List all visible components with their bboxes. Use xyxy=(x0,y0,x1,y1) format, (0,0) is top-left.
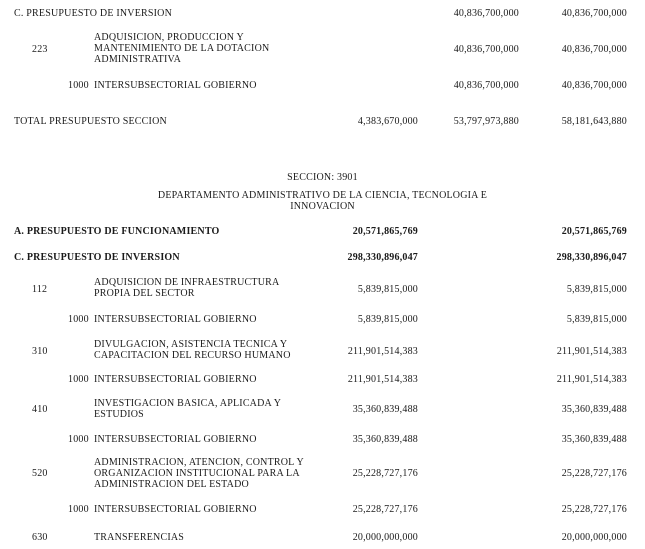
item-desc-line: MANTENIMIENTO DE LA DOTACION xyxy=(94,43,270,54)
sub-col4: 5,839,815,000 xyxy=(566,314,627,325)
sub-col4: 25,228,727,176 xyxy=(561,504,627,515)
item-col4: 20,000,000,000 xyxy=(561,532,627,543)
item-desc-line: DIVULGACION, ASISTENCIA TECNICA Y xyxy=(94,339,288,350)
item-col2: 5,839,815,000 xyxy=(357,284,418,295)
item-col2: 25,228,727,176 xyxy=(352,468,418,479)
item-col2: 211,901,514,383 xyxy=(347,346,418,357)
sub-col4: 35,360,839,488 xyxy=(561,434,627,445)
sub-col3: 40,836,700,000 xyxy=(453,80,519,91)
sub-col2: 211,901,514,383 xyxy=(347,374,418,385)
sub-code: 1000 xyxy=(68,504,89,515)
inv-label: C. PRESUPUESTO DE INVERSION xyxy=(14,252,180,263)
total-label: TOTAL PRESUPUESTO SECCION xyxy=(14,116,167,127)
inv-col2: 298,330,896,047 xyxy=(347,252,418,263)
sub-col2: 25,228,727,176 xyxy=(352,504,418,515)
sub-desc: INTERSUBSECTORIAL GOBIERNO xyxy=(94,504,257,515)
section-c-col3: 40,836,700,000 xyxy=(453,8,519,19)
sub-col2: 5,839,815,000 xyxy=(357,314,418,325)
item-col4: 211,901,514,383 xyxy=(556,346,627,357)
item-col4: 5,839,815,000 xyxy=(566,284,627,295)
item-desc-line: ADQUISICION DE INFRAESTRUCTURA xyxy=(94,277,280,288)
item-code: 223 xyxy=(32,44,48,55)
item-code: 112 xyxy=(32,284,48,295)
sub-col2: 35,360,839,488 xyxy=(352,434,418,445)
item-col2: 20,000,000,000 xyxy=(352,532,418,543)
item-col3: 40,836,700,000 xyxy=(453,44,519,55)
item-col4: 40,836,700,000 xyxy=(561,44,627,55)
item-desc-line: ADQUISICION, PRODUCCION Y xyxy=(94,32,244,43)
item-desc-line: TRANSFERENCIAS xyxy=(94,532,185,543)
sub-code: 1000 xyxy=(68,374,89,385)
item-col2: 35,360,839,488 xyxy=(352,404,418,415)
func-col4: 20,571,865,769 xyxy=(561,226,627,237)
item-desc-line: ESTUDIOS xyxy=(94,409,144,420)
sub-desc: INTERSUBSECTORIAL GOBIERNO xyxy=(94,434,257,445)
section-title-line: INNOVACION xyxy=(290,201,355,212)
section-c-label: C. PRESUPUESTO DE INVERSION xyxy=(14,8,173,19)
item-desc-line: ADMINISTRACION DEL ESTADO xyxy=(94,479,249,490)
total-col3: 53,797,973,880 xyxy=(453,116,519,127)
item-code: 410 xyxy=(32,404,48,415)
section-header: SECCION: 3901 xyxy=(287,172,358,183)
sub-desc: INTERSUBSECTORIAL GOBIERNO xyxy=(94,374,257,385)
func-col2: 20,571,865,769 xyxy=(352,226,418,237)
item-code: 310 xyxy=(32,346,48,357)
sub-col4: 211,901,514,383 xyxy=(556,374,627,385)
item-col4: 35,360,839,488 xyxy=(561,404,627,415)
sub-desc: INTERSUBSECTORIAL GOBIERNO xyxy=(94,80,257,91)
item-code: 520 xyxy=(32,468,48,479)
total-col2: 4,383,670,000 xyxy=(357,116,418,127)
item-col4: 25,228,727,176 xyxy=(561,468,627,479)
item-desc-line: CAPACITACION DEL RECURSO HUMANO xyxy=(94,350,291,361)
item-code: 630 xyxy=(32,532,48,543)
item-desc-line: ORGANIZACION INSTITUCIONAL PARA LA xyxy=(94,468,300,479)
item-desc-line: ADMINISTRATIVA xyxy=(94,54,182,65)
func-label: A. PRESUPUESTO DE FUNCIONAMIENTO xyxy=(14,226,220,237)
sub-desc: INTERSUBSECTORIAL GOBIERNO xyxy=(94,314,257,325)
item-desc-line: PROPIA DEL SECTOR xyxy=(94,288,195,299)
item-desc-line: INVESTIGACION BASICA, APLICADA Y xyxy=(94,398,282,409)
sub-code: 1000 xyxy=(68,434,89,445)
item-desc-line: ADMINISTRACION, ATENCION, CONTROL Y xyxy=(94,457,304,468)
sub-code: 1000 xyxy=(68,314,89,325)
sub-col4: 40,836,700,000 xyxy=(561,80,627,91)
section-title-line: DEPARTAMENTO ADMINISTRATIVO DE LA CIENCIA, TECNOLOGIA E xyxy=(157,190,488,201)
section-c-col4: 40,836,700,000 xyxy=(561,8,627,19)
inv-col4: 298,330,896,047 xyxy=(556,252,627,263)
total-col4: 58,181,643,880 xyxy=(561,116,627,127)
sub-code: 1000 xyxy=(68,80,89,91)
